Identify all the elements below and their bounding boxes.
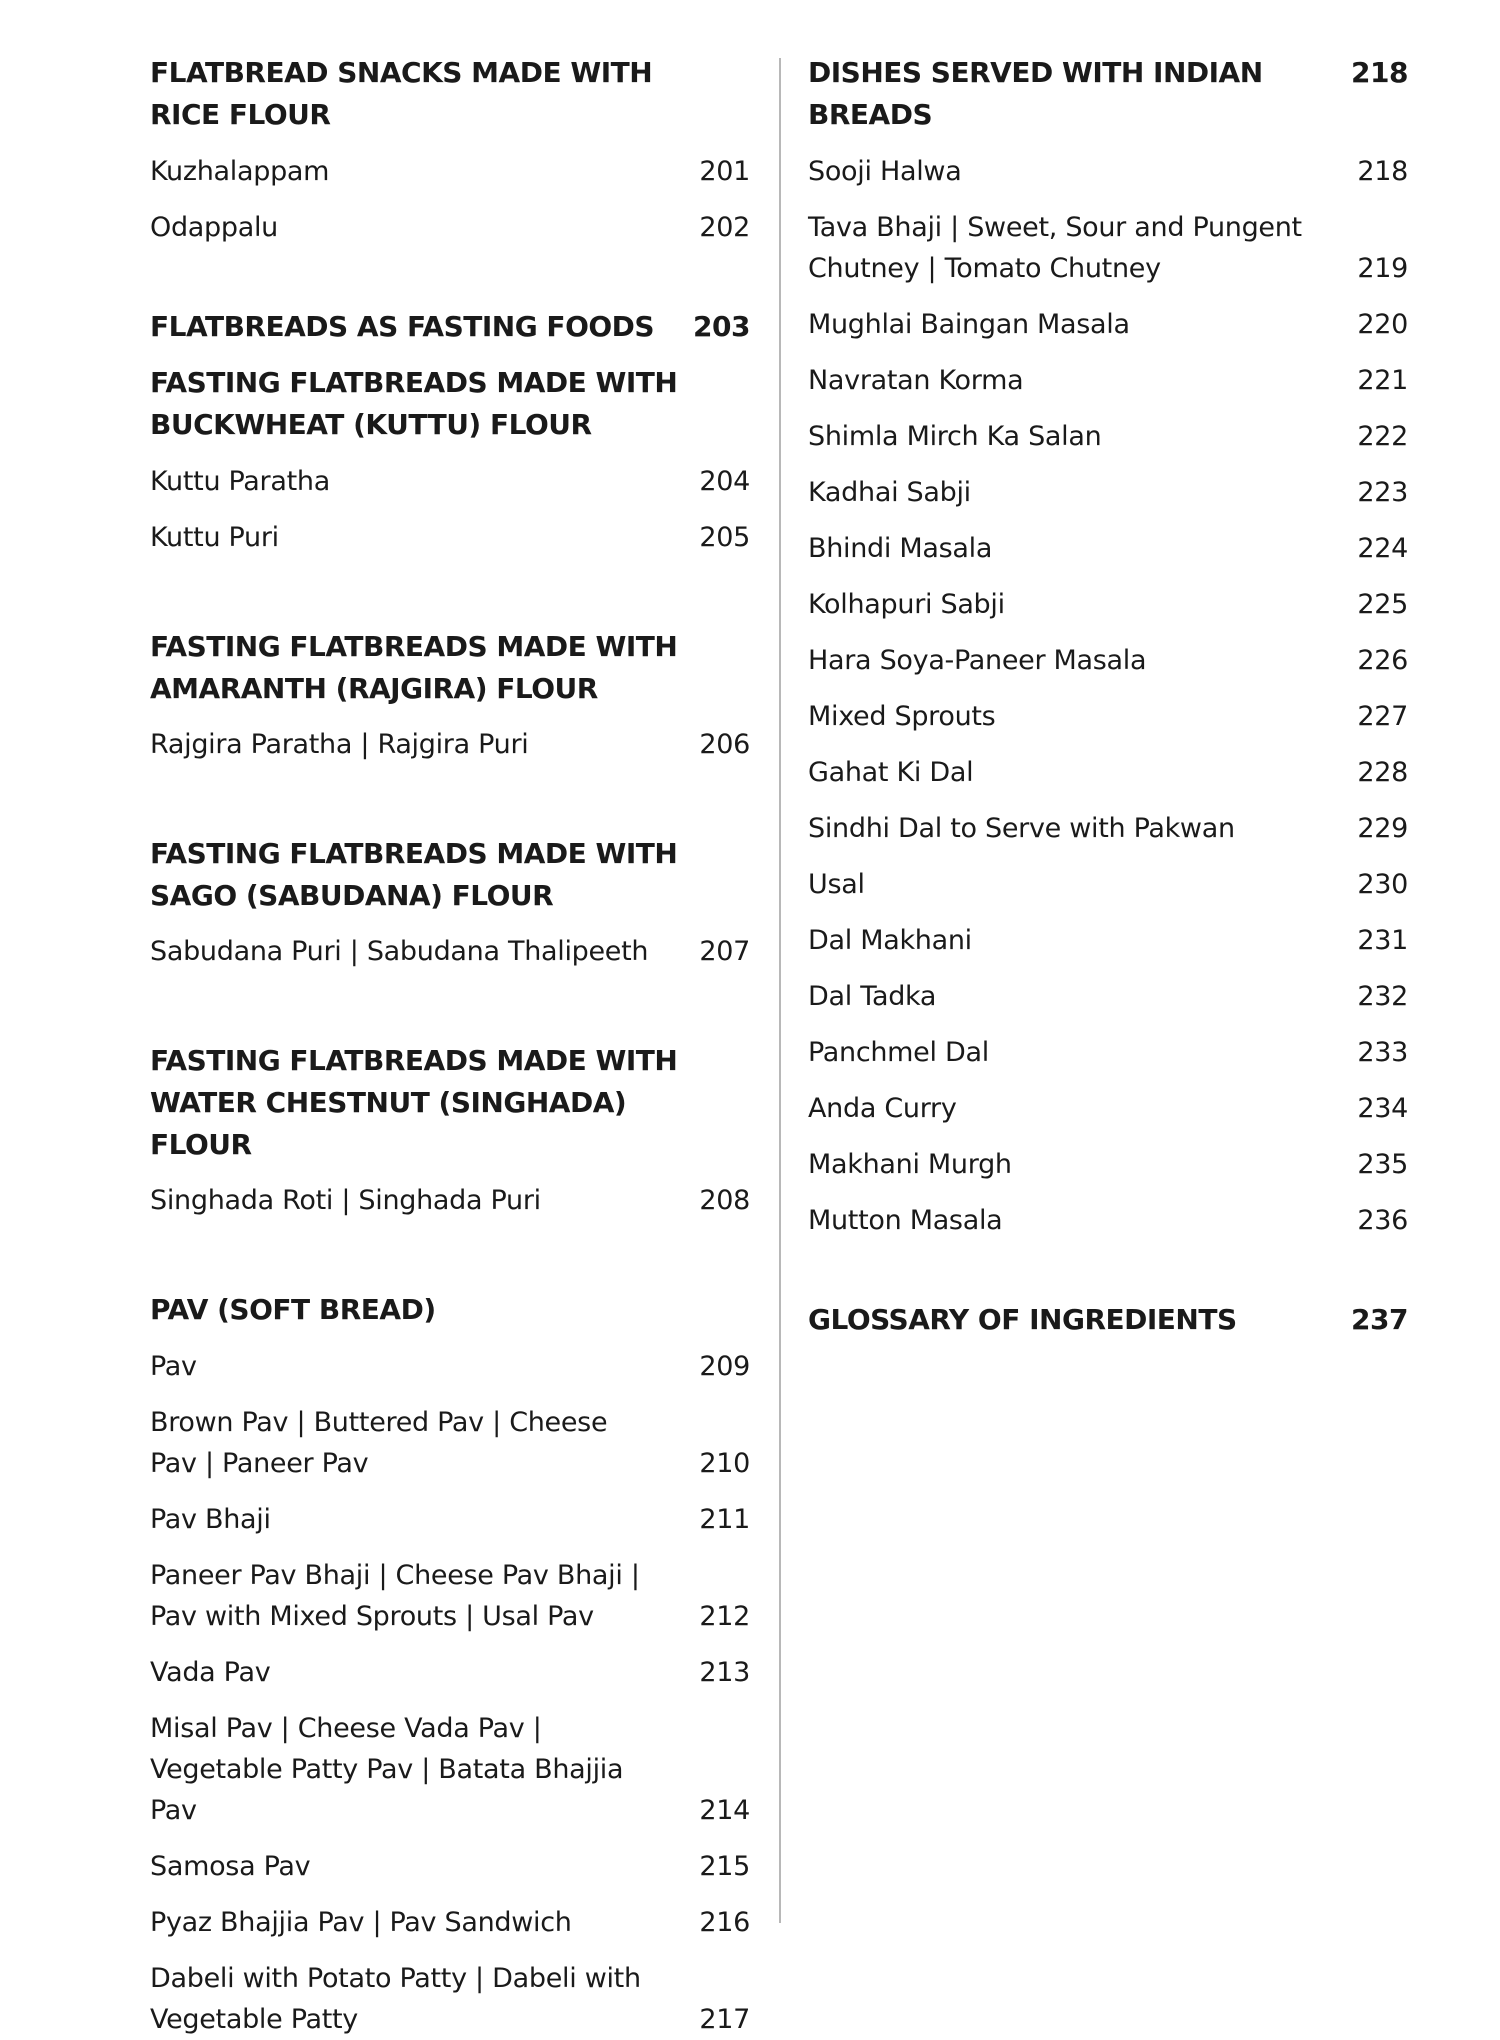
- toc-entry[interactable]: [150, 1180, 750, 1221]
- entry-title: Gahat Ki Dal: [808, 757, 974, 788]
- section-water-chestnut: [150, 1040, 750, 1221]
- entry-title: Pav Bhaji: [150, 1504, 271, 1535]
- entry-title: Dal Tadka: [808, 981, 937, 1012]
- entry-title: Pav: [150, 1351, 197, 1382]
- heading-text: FLATBREAD SNACKS MADE WITH RICE FLOUR: [150, 56, 653, 131]
- entry-title: Bhindi Masala: [808, 533, 993, 564]
- section-amaranth: [150, 626, 750, 765]
- toc-entry[interactable]: [808, 640, 1408, 681]
- heading-text: PAV (SOFT BREAD): [150, 1293, 436, 1326]
- toc-entry[interactable]: [150, 1846, 750, 1887]
- toc-entry[interactable]: [808, 472, 1408, 513]
- entry-title: Misal Pav | Cheese Vada Pav | Vegetable Patty Pav | Batata Bhajjia Pav: [150, 1713, 624, 1826]
- entry-page: 209: [699, 1351, 750, 1382]
- heading-text: GLOSSARY OF INGREDIENTS: [808, 1303, 1237, 1336]
- toc-entry[interactable]: [150, 1499, 750, 1540]
- entry-title: Mutton Masala: [808, 1205, 1003, 1236]
- toc-entry[interactable]: [808, 1088, 1408, 1129]
- section-heading: [150, 626, 750, 710]
- section-dishes-with-breads: [808, 52, 1408, 1241]
- toc-entry[interactable]: [808, 1032, 1408, 1073]
- toc-entry[interactable]: [808, 1200, 1408, 1241]
- entry-page: 233: [1357, 1037, 1408, 1068]
- toc-right-column: [808, 52, 1408, 1341]
- entry-title: Kolhapuri Sabji: [808, 589, 1005, 620]
- entry-page: 215: [699, 1851, 750, 1882]
- entry-title: Panchmel Dal: [808, 1037, 989, 1068]
- subsection-heading: [150, 362, 750, 446]
- entry-title: Sooji Halwa: [808, 156, 962, 187]
- toc-entry[interactable]: [150, 1652, 750, 1693]
- toc-entry[interactable]: [150, 151, 750, 192]
- section-heading: [150, 52, 750, 136]
- entry-page: 214: [699, 1795, 750, 1826]
- entry-page: 236: [1357, 1205, 1408, 1236]
- entry-title: Sindhi Dal to Serve with Pakwan: [808, 813, 1235, 844]
- section-heading: [150, 1289, 750, 1331]
- entry-title: Sabudana Puri | Sabudana Thalipeeth: [150, 936, 649, 967]
- entry-page: 220: [1357, 309, 1408, 340]
- entry-page: 224: [1357, 533, 1408, 564]
- heading-text: FASTING FLATBREADS MADE WITH WATER CHESTNUT (SINGHADA) FLOUR: [150, 1044, 678, 1161]
- entry-page: 226: [1357, 645, 1408, 676]
- toc-entry[interactable]: [150, 461, 750, 502]
- entry-title: Dal Makhani: [808, 925, 972, 956]
- entry-title: Vada Pav: [150, 1657, 271, 1688]
- entry-title: Dabeli with Potato Patty | Dabeli with Vegetable Patty: [150, 1963, 641, 2035]
- section-heading: [150, 1040, 750, 1166]
- entry-page: 228: [1357, 757, 1408, 788]
- entry-title: Hara Soya-Paneer Masala: [808, 645, 1147, 676]
- toc-entry[interactable]: [808, 1144, 1408, 1185]
- entry-title: Kuttu Puri: [150, 522, 279, 553]
- entry-page: 210: [699, 1448, 750, 1479]
- section-rice-flour-snacks: [150, 52, 750, 248]
- entry-title: Tava Bhaji | Sweet, Sour and Pungent Chutney | Tomato Chutney: [808, 212, 1302, 284]
- entry-page: 229: [1357, 813, 1408, 844]
- column-divider: [779, 58, 781, 1923]
- toc-entry[interactable]: [808, 207, 1408, 289]
- entry-title: Singhada Roti | Singhada Puri: [150, 1185, 541, 1216]
- entry-title: Mixed Sprouts: [808, 701, 996, 732]
- section-sago: [150, 833, 750, 972]
- entry-page: 222: [1357, 421, 1408, 452]
- entry-page: 230: [1357, 869, 1408, 900]
- toc-entry[interactable]: [150, 1402, 750, 1484]
- entry-title: Kuttu Paratha: [150, 466, 330, 497]
- entry-page: 223: [1357, 477, 1408, 508]
- heading-text: FASTING FLATBREADS MADE WITH AMARANTH (RAJGIRA) FLOUR: [150, 630, 678, 705]
- toc-entry[interactable]: [808, 864, 1408, 905]
- entry-title: Makhani Murgh: [808, 1149, 1012, 1180]
- entry-page: 231: [1357, 925, 1408, 956]
- entry-page: 218: [1357, 156, 1408, 187]
- toc-entry[interactable]: [150, 1346, 750, 1387]
- toc-entry[interactable]: [150, 207, 750, 248]
- entry-page: 232: [1357, 981, 1408, 1012]
- toc-entry[interactable]: [150, 517, 750, 558]
- entry-page: 219: [1357, 253, 1408, 284]
- section-glossary: [808, 1299, 1408, 1341]
- toc-entry[interactable]: [150, 1555, 750, 1637]
- entry-title: Rajgira Paratha | Rajgira Puri: [150, 729, 529, 760]
- toc-entry[interactable]: [808, 920, 1408, 961]
- toc-entry[interactable]: [808, 584, 1408, 625]
- entry-title: Brown Pav | Buttered Pav | Cheese Pav | Paneer Pav: [150, 1407, 608, 1479]
- toc-left-column: [150, 52, 750, 2040]
- entry-page: 234: [1357, 1093, 1408, 1124]
- heading-page: 237: [1351, 1303, 1408, 1336]
- entry-page: 201: [699, 156, 750, 187]
- entry-page: 213: [699, 1657, 750, 1688]
- section-heading: [150, 833, 750, 917]
- toc-entry[interactable]: [808, 151, 1408, 192]
- heading-text: FASTING FLATBREADS MADE WITH BUCKWHEAT (KUTTU) FLOUR: [150, 366, 678, 441]
- entry-page: 211: [699, 1504, 750, 1535]
- entry-page: 207: [699, 936, 750, 967]
- heading-text: DISHES SERVED WITH INDIAN BREADS: [808, 56, 1263, 131]
- section-heading[interactable]: [808, 1299, 1408, 1341]
- entry-title: Anda Curry: [808, 1093, 957, 1124]
- entry-title: Kadhai Sabji: [808, 477, 971, 508]
- toc-entry[interactable]: [150, 724, 750, 765]
- toc-entry[interactable]: [808, 416, 1408, 457]
- entry-page: 204: [699, 466, 750, 497]
- entry-page: 205: [699, 522, 750, 553]
- entry-page: 202: [699, 212, 750, 243]
- entry-page: 217: [699, 2004, 750, 2035]
- entry-page: 235: [1357, 1149, 1408, 1180]
- section-heading[interactable]: [150, 306, 750, 348]
- toc-entry[interactable]: [808, 976, 1408, 1017]
- entry-page: 212: [699, 1601, 750, 1632]
- entry-title: Usal: [808, 869, 865, 900]
- entry-page: 225: [1357, 589, 1408, 620]
- section-fasting-foods: [150, 306, 750, 558]
- toc-entry[interactable]: [808, 528, 1408, 569]
- section-pav: [150, 1289, 750, 2040]
- toc-entry[interactable]: [808, 752, 1408, 793]
- entry-page: 206: [699, 729, 750, 760]
- toc-entry[interactable]: [150, 1958, 750, 2040]
- toc-entry[interactable]: [150, 931, 750, 972]
- entry-title: Kuzhalappam: [150, 156, 330, 187]
- entry-page: 208: [699, 1185, 750, 1216]
- entry-page: 221: [1357, 365, 1408, 396]
- toc-entry[interactable]: [808, 304, 1408, 345]
- entry-title: Pyaz Bhajjia Pav | Pav Sandwich: [150, 1907, 572, 1938]
- entry-title: Odappalu: [150, 212, 278, 243]
- entry-title: Shimla Mirch Ka Salan: [808, 421, 1102, 452]
- entry-page: 227: [1357, 701, 1408, 732]
- entry-title: Paneer Pav Bhaji | Cheese Pav Bhaji | Pav with Mixed Sprouts | Usal Pav: [150, 1560, 640, 1632]
- entry-page: 216: [699, 1907, 750, 1938]
- toc-entry[interactable]: [150, 1708, 750, 1831]
- entry-title: Samosa Pav: [150, 1851, 311, 1882]
- section-heading[interactable]: [808, 52, 1408, 136]
- heading-text: FLATBREADS AS FASTING FOODS: [150, 310, 655, 343]
- heading-page: 203: [693, 310, 750, 343]
- toc-entry[interactable]: [808, 808, 1408, 849]
- toc-entry[interactable]: [808, 360, 1408, 401]
- entry-title: Mughlai Baingan Masala: [808, 309, 1130, 340]
- heading-page: 218: [1351, 56, 1408, 89]
- toc-entry[interactable]: [150, 1902, 750, 1943]
- heading-text: FASTING FLATBREADS MADE WITH SAGO (SABUDANA) FLOUR: [150, 837, 678, 912]
- entry-title: Navratan Korma: [808, 365, 1024, 396]
- toc-entry[interactable]: [808, 696, 1408, 737]
